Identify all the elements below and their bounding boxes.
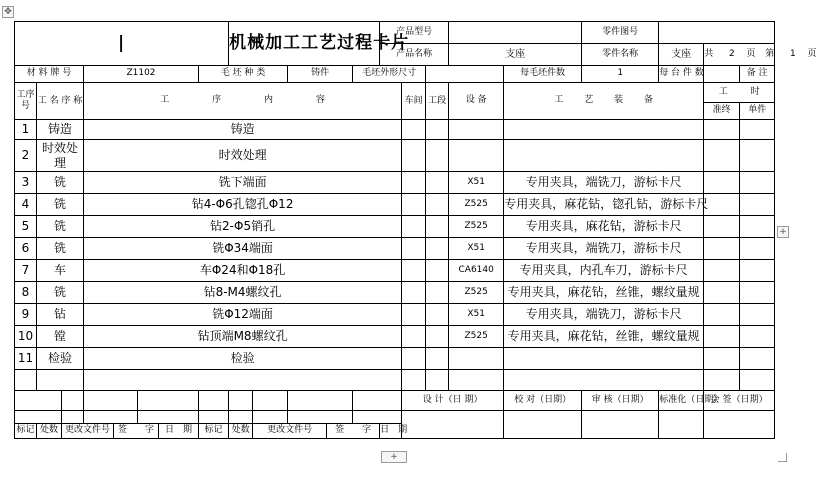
op-seq: 7 <box>15 260 37 282</box>
table-move-handle[interactable] <box>2 6 14 18</box>
op-time-prep[interactable] <box>704 238 740 260</box>
op-section[interactable] <box>426 216 449 238</box>
op-tooling[interactable]: 专用夹具，麻花钻，游标卡尺 <box>504 216 704 238</box>
op-tooling[interactable]: 专用夹具，内孔车刀，游标卡尺 <box>504 260 704 282</box>
rev-blank[interactable] <box>84 411 138 424</box>
op-tooling[interactable] <box>504 140 704 172</box>
plus-icon: + <box>390 452 398 462</box>
op-content[interactable]: 铸造 <box>84 120 402 140</box>
footer-mark: 标记 <box>15 424 37 439</box>
footer-count: 处数 <box>37 424 62 439</box>
op-content[interactable]: 检验 <box>84 348 402 370</box>
op-time-prep[interactable] <box>704 140 740 172</box>
rev-blank[interactable] <box>15 411 62 424</box>
blank-size-value[interactable] <box>426 66 504 83</box>
logo-cell <box>15 22 229 66</box>
op-workshop[interactable] <box>402 216 426 238</box>
total-label: 共 <box>704 48 714 59</box>
op-content[interactable]: 铣Φ34端面 <box>84 238 402 260</box>
material-label: 材 料 牌 号 <box>15 66 84 83</box>
op-section[interactable] <box>426 326 449 348</box>
op-time-prep[interactable] <box>704 194 740 216</box>
card-title-cell <box>229 22 410 66</box>
empty-cell[interactable] <box>84 370 402 391</box>
total-value[interactable]: 2 <box>728 48 735 59</box>
op-equipment[interactable]: Z525 <box>449 326 504 348</box>
op-equipment[interactable] <box>449 120 504 140</box>
op-workshop[interactable] <box>402 304 426 326</box>
sig-standard-value[interactable] <box>659 411 704 439</box>
op-time-unit[interactable] <box>740 282 775 304</box>
op-content[interactable]: 车Φ24和Φ18孔 <box>84 260 402 282</box>
op-seq: 5 <box>15 216 37 238</box>
op-tooling[interactable]: 专用夹具，端铣刀，游标卡尺 <box>504 238 704 260</box>
empty-cell[interactable] <box>449 370 504 391</box>
op-workshop[interactable] <box>402 172 426 194</box>
header-seq: 工序号 <box>15 83 37 120</box>
sig-sign-label: 会 签（日期） <box>704 391 775 411</box>
rev-blank[interactable] <box>199 411 229 424</box>
op-content[interactable]: 时效处理 <box>84 140 402 172</box>
op-equipment[interactable]: X51 <box>449 172 504 194</box>
op-content[interactable]: 钻顶端M8螺纹孔 <box>84 326 402 348</box>
op-seq: 2 <box>15 140 37 172</box>
op-equipment[interactable] <box>449 348 504 370</box>
op-name[interactable]: 镗 <box>37 326 84 348</box>
op-time-prep[interactable] <box>704 120 740 140</box>
page-unit: 页 <box>746 48 756 59</box>
sig-review-label: 审 核（日期） <box>582 391 659 411</box>
op-section[interactable] <box>426 304 449 326</box>
op-time-unit[interactable] <box>740 216 775 238</box>
op-name[interactable]: 铣 <box>37 172 84 194</box>
op-tooling[interactable] <box>504 348 704 370</box>
logo-mark: | <box>117 33 126 54</box>
move-icon: ✥ <box>4 7 12 17</box>
empty-cell[interactable] <box>704 370 740 391</box>
op-time-unit[interactable] <box>740 326 775 348</box>
add-row-button[interactable] <box>381 451 407 463</box>
per-machine-label: 每 台 件 数 <box>659 66 704 83</box>
op-section[interactable] <box>426 348 449 370</box>
op-section[interactable] <box>426 282 449 304</box>
op-equipment[interactable]: Z525 <box>449 216 504 238</box>
op-content[interactable]: 铣下端面 <box>84 172 402 194</box>
per-blank-label: 每毛坯件数 <box>504 66 582 83</box>
plus-icon: + <box>779 227 787 237</box>
op-tooling[interactable]: 专用夹具，麻花钻，锪孔钻，游标卡尺 <box>504 194 704 216</box>
empty-cell[interactable] <box>504 370 704 391</box>
operation-row <box>15 238 775 260</box>
footer-count-2: 处数 <box>229 424 253 439</box>
remark-label: 备 注 <box>740 66 775 83</box>
op-time-prep[interactable] <box>704 326 740 348</box>
op-seq: 1 <box>15 120 37 140</box>
sig-design-value[interactable] <box>402 411 504 439</box>
sig-proof-label: 校 对（日期） <box>504 391 582 411</box>
op-workshop[interactable] <box>402 282 426 304</box>
header-section: 工段 <box>426 83 449 120</box>
op-name[interactable]: 时效处理 <box>37 140 84 172</box>
rev-blank[interactable] <box>15 391 62 411</box>
op-seq: 6 <box>15 238 37 260</box>
operation-row <box>15 194 775 216</box>
op-tooling[interactable] <box>504 120 704 140</box>
op-time-prep[interactable] <box>704 216 740 238</box>
empty-cell[interactable] <box>426 370 449 391</box>
op-seq: 9 <box>15 304 37 326</box>
product-name-label: 产品名称 <box>380 44 449 66</box>
op-name[interactable]: 铸造 <box>37 120 84 140</box>
rev-blank[interactable] <box>138 391 199 411</box>
footer-date: 日 期 <box>159 424 199 439</box>
op-name[interactable]: 铣 <box>37 194 84 216</box>
op-section[interactable] <box>426 260 449 282</box>
footer-mark-2: 标记 <box>199 424 229 439</box>
op-seq: 3 <box>15 172 37 194</box>
op-section[interactable] <box>426 140 449 172</box>
op-tooling[interactable]: 专用夹具，麻花钻，丝锥，螺纹量规 <box>504 326 704 348</box>
op-equipment[interactable]: Z525 <box>449 194 504 216</box>
operation-row <box>15 348 775 370</box>
rev-blank[interactable] <box>199 391 229 411</box>
op-time-unit[interactable] <box>740 172 775 194</box>
op-time-prep[interactable] <box>704 260 740 282</box>
op-equipment[interactable]: CA6140 <box>449 260 504 282</box>
page-count-cell <box>704 44 816 66</box>
header-workshop: 车间 <box>402 83 426 120</box>
rev-blank[interactable] <box>62 411 84 424</box>
sig-sign-value[interactable] <box>704 411 775 439</box>
material-value[interactable]: Z1102 <box>84 66 199 83</box>
header-time-prep: 准终 <box>704 103 740 120</box>
process-card-table <box>14 21 816 439</box>
op-equipment[interactable] <box>449 140 504 172</box>
op-time-unit[interactable] <box>740 120 775 140</box>
op-content[interactable]: 钻8-M4螺纹孔 <box>84 282 402 304</box>
empty-cell[interactable] <box>15 370 37 391</box>
rev-blank[interactable] <box>229 411 253 424</box>
rev-blank[interactable] <box>288 411 353 424</box>
op-equipment[interactable]: X51 <box>449 304 504 326</box>
op-time-unit[interactable] <box>740 140 775 172</box>
current-value[interactable]: 1 <box>789 48 796 59</box>
op-content[interactable]: 铣Φ12端面 <box>84 304 402 326</box>
rev-blank[interactable] <box>253 391 288 411</box>
sig-review-value[interactable] <box>582 411 659 439</box>
op-content[interactable]: 钻2-Φ5销孔 <box>84 216 402 238</box>
op-time-unit[interactable] <box>740 260 775 282</box>
op-seq: 10 <box>15 326 37 348</box>
product-model-label: 产品型号 <box>380 22 449 44</box>
operation-row <box>15 216 775 238</box>
operation-row <box>15 282 775 304</box>
op-time-unit[interactable] <box>740 348 775 370</box>
operation-row <box>15 120 775 140</box>
footer-doc-no-2: 更改文件号 <box>253 424 327 439</box>
add-column-button[interactable] <box>777 226 789 238</box>
op-tooling[interactable]: 专用夹具，端铣刀，游标卡尺 <box>504 172 704 194</box>
op-workshop[interactable] <box>402 348 426 370</box>
rev-blank[interactable] <box>84 391 138 411</box>
op-section[interactable] <box>426 172 449 194</box>
op-time-prep[interactable] <box>704 172 740 194</box>
operation-row <box>15 326 775 348</box>
part-name-value[interactable]: 支座 <box>659 44 704 66</box>
op-section[interactable] <box>426 194 449 216</box>
part-name-label: 零件名称 <box>582 44 659 66</box>
per-blank-value[interactable]: 1 <box>582 66 659 83</box>
op-seq: 8 <box>15 282 37 304</box>
rev-blank[interactable] <box>288 391 353 411</box>
sig-standard-label: 标准化（日期） <box>659 391 704 411</box>
current-label: 第 <box>765 48 775 59</box>
rev-blank[interactable] <box>138 411 199 424</box>
op-seq: 11 <box>15 348 37 370</box>
header-name: 工 名 序 称 <box>37 83 84 120</box>
op-name[interactable]: 铣 <box>37 238 84 260</box>
table-resize-handle[interactable] <box>778 453 787 462</box>
op-name[interactable]: 铣 <box>37 282 84 304</box>
op-section[interactable] <box>426 238 449 260</box>
op-section[interactable] <box>426 120 449 140</box>
product-model-value[interactable] <box>449 22 582 44</box>
op-time-prep[interactable] <box>704 348 740 370</box>
op-name[interactable]: 检验 <box>37 348 84 370</box>
blank-type-value[interactable]: 铸件 <box>288 66 353 83</box>
sig-proof-value[interactable] <box>504 411 582 439</box>
op-time-prep[interactable] <box>704 282 740 304</box>
empty-cell[interactable] <box>37 370 84 391</box>
op-seq: 4 <box>15 194 37 216</box>
op-equipment[interactable]: Z525 <box>449 282 504 304</box>
empty-cell[interactable] <box>740 370 775 391</box>
op-time-unit[interactable] <box>740 194 775 216</box>
per-machine-value[interactable] <box>704 66 740 83</box>
footer-doc-no: 更改文件号 <box>62 424 114 439</box>
op-name[interactable]: 钻 <box>37 304 84 326</box>
op-workshop[interactable] <box>402 194 426 216</box>
operation-row <box>15 304 775 326</box>
op-time-unit[interactable] <box>740 238 775 260</box>
op-name[interactable]: 车 <box>37 260 84 282</box>
op-time-unit[interactable] <box>740 304 775 326</box>
op-tooling[interactable]: 专用夹具，麻花钻，丝锥，螺纹量规 <box>504 282 704 304</box>
header-tooling: 工 艺 装 备 <box>504 83 704 120</box>
op-workshop[interactable] <box>402 238 426 260</box>
rev-blank[interactable] <box>353 391 402 411</box>
rev-blank[interactable] <box>353 411 402 424</box>
operation-row-empty <box>15 370 775 391</box>
rev-blank[interactable] <box>253 411 288 424</box>
op-time-prep[interactable] <box>704 304 740 326</box>
op-equipment[interactable]: X51 <box>449 238 504 260</box>
op-content[interactable]: 钻4-Φ6孔锪孔Φ12 <box>84 194 402 216</box>
op-tooling[interactable]: 专用夹具，端铣刀，游标卡尺 <box>504 304 704 326</box>
footer-date-2: 日 期 <box>380 424 402 439</box>
rev-blank[interactable] <box>229 391 253 411</box>
empty-cell[interactable] <box>402 370 426 391</box>
op-workshop[interactable] <box>402 260 426 282</box>
operation-row <box>15 140 775 172</box>
footer-signature-2: 签 字 <box>327 424 380 439</box>
header-content: 工 序 内 容 <box>84 83 402 120</box>
header-equipment: 设 备 <box>449 83 504 120</box>
rev-blank[interactable] <box>62 391 84 411</box>
blank-size-label: 毛坯外形尺寸 <box>353 66 426 83</box>
op-workshop[interactable] <box>402 140 426 172</box>
card-title: 机械加工工艺过程卡片 <box>229 33 410 54</box>
header-time: 工 时 <box>704 83 775 103</box>
part-drawing-value[interactable] <box>659 22 775 44</box>
op-name[interactable]: 铣 <box>37 216 84 238</box>
part-drawing-label: 零件图号 <box>582 22 659 44</box>
op-workshop[interactable] <box>402 120 426 140</box>
footer-signature: 签 字 <box>114 424 159 439</box>
header-time-unit: 单件 <box>740 103 775 120</box>
product-name-value[interactable]: 支座 <box>449 44 582 66</box>
operation-row <box>15 172 775 194</box>
operation-row <box>15 260 775 282</box>
op-workshop[interactable] <box>402 326 426 348</box>
sig-design-label: 设 计（日 期） <box>402 391 504 411</box>
blank-type-label: 毛 坯 种 类 <box>199 66 288 83</box>
page-unit-2: 页 <box>807 48 816 59</box>
